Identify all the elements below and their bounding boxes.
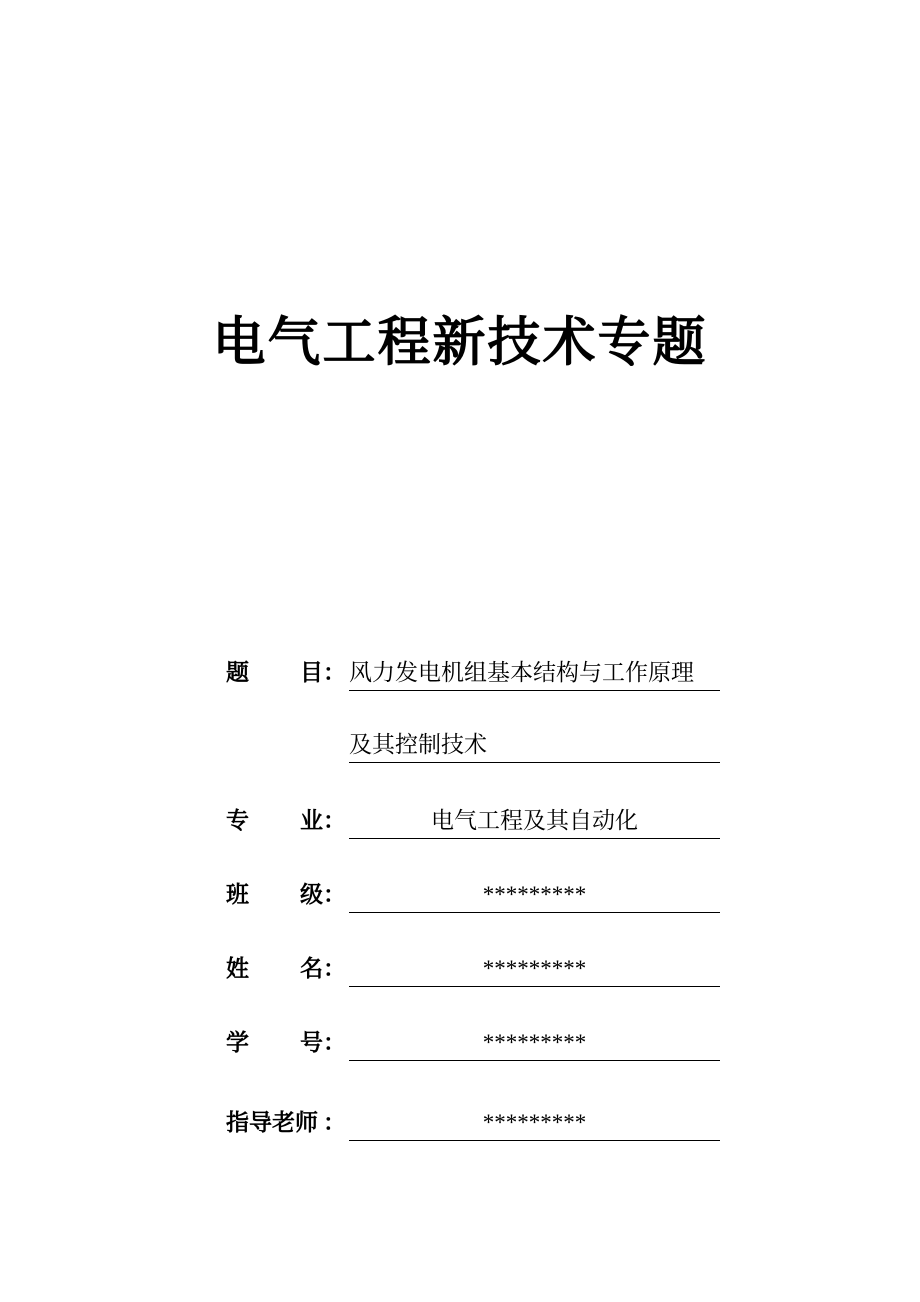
advisor-value-text: ********* bbox=[482, 1110, 587, 1135]
class-label-colon: ： bbox=[323, 882, 346, 908]
topic-value-text-2: 及其控制技术 bbox=[349, 732, 487, 758]
student-id-value-line bbox=[349, 1026, 720, 1061]
class-label-char-2: 级 bbox=[300, 882, 323, 908]
advisor-label bbox=[226, 1106, 348, 1140]
major-value-line bbox=[349, 804, 720, 839]
topic-label-char-1: 题 bbox=[226, 660, 249, 686]
major-label-char-2: 业 bbox=[300, 808, 323, 834]
class-label bbox=[226, 878, 348, 912]
topic-value-line-1 bbox=[349, 656, 720, 691]
name-value-text: ********* bbox=[482, 956, 587, 981]
topic-value-line-2 bbox=[349, 728, 720, 763]
class-label-char-1: 班 bbox=[226, 882, 249, 908]
topic-label bbox=[226, 656, 348, 690]
topic-value-text-1: 风力发电机组基本结构与工作原理 bbox=[349, 660, 694, 686]
name-label-colon: ： bbox=[323, 956, 346, 982]
class-value-line bbox=[349, 878, 720, 913]
page-title: 电气工程新技术专题 bbox=[212, 312, 708, 373]
major-label-colon: ： bbox=[323, 808, 346, 834]
major-value-text: 电气工程及其自动化 bbox=[431, 808, 638, 834]
name-label-char-2: 名 bbox=[300, 956, 323, 982]
name-value-line bbox=[349, 952, 720, 987]
class-value-text: ********* bbox=[482, 882, 587, 907]
student-id-label-char-2: 号 bbox=[300, 1030, 323, 1056]
student-id-label bbox=[226, 1026, 348, 1060]
topic-label-char-2: 目 bbox=[300, 660, 323, 686]
advisor-value-line bbox=[349, 1106, 720, 1141]
advisor-label-text: 指导老师 bbox=[226, 1110, 318, 1136]
student-id-label-char-1: 学 bbox=[226, 1030, 249, 1056]
advisor-label-colon: ： bbox=[323, 1110, 346, 1136]
topic-label-colon: ： bbox=[323, 660, 346, 686]
major-label bbox=[226, 804, 348, 838]
student-id-label-colon: ： bbox=[323, 1030, 346, 1056]
major-label-char-1: 专 bbox=[226, 808, 249, 834]
name-label-char-1: 姓 bbox=[226, 956, 249, 982]
student-id-value-text: ********* bbox=[482, 1030, 587, 1055]
name-label bbox=[226, 952, 348, 986]
